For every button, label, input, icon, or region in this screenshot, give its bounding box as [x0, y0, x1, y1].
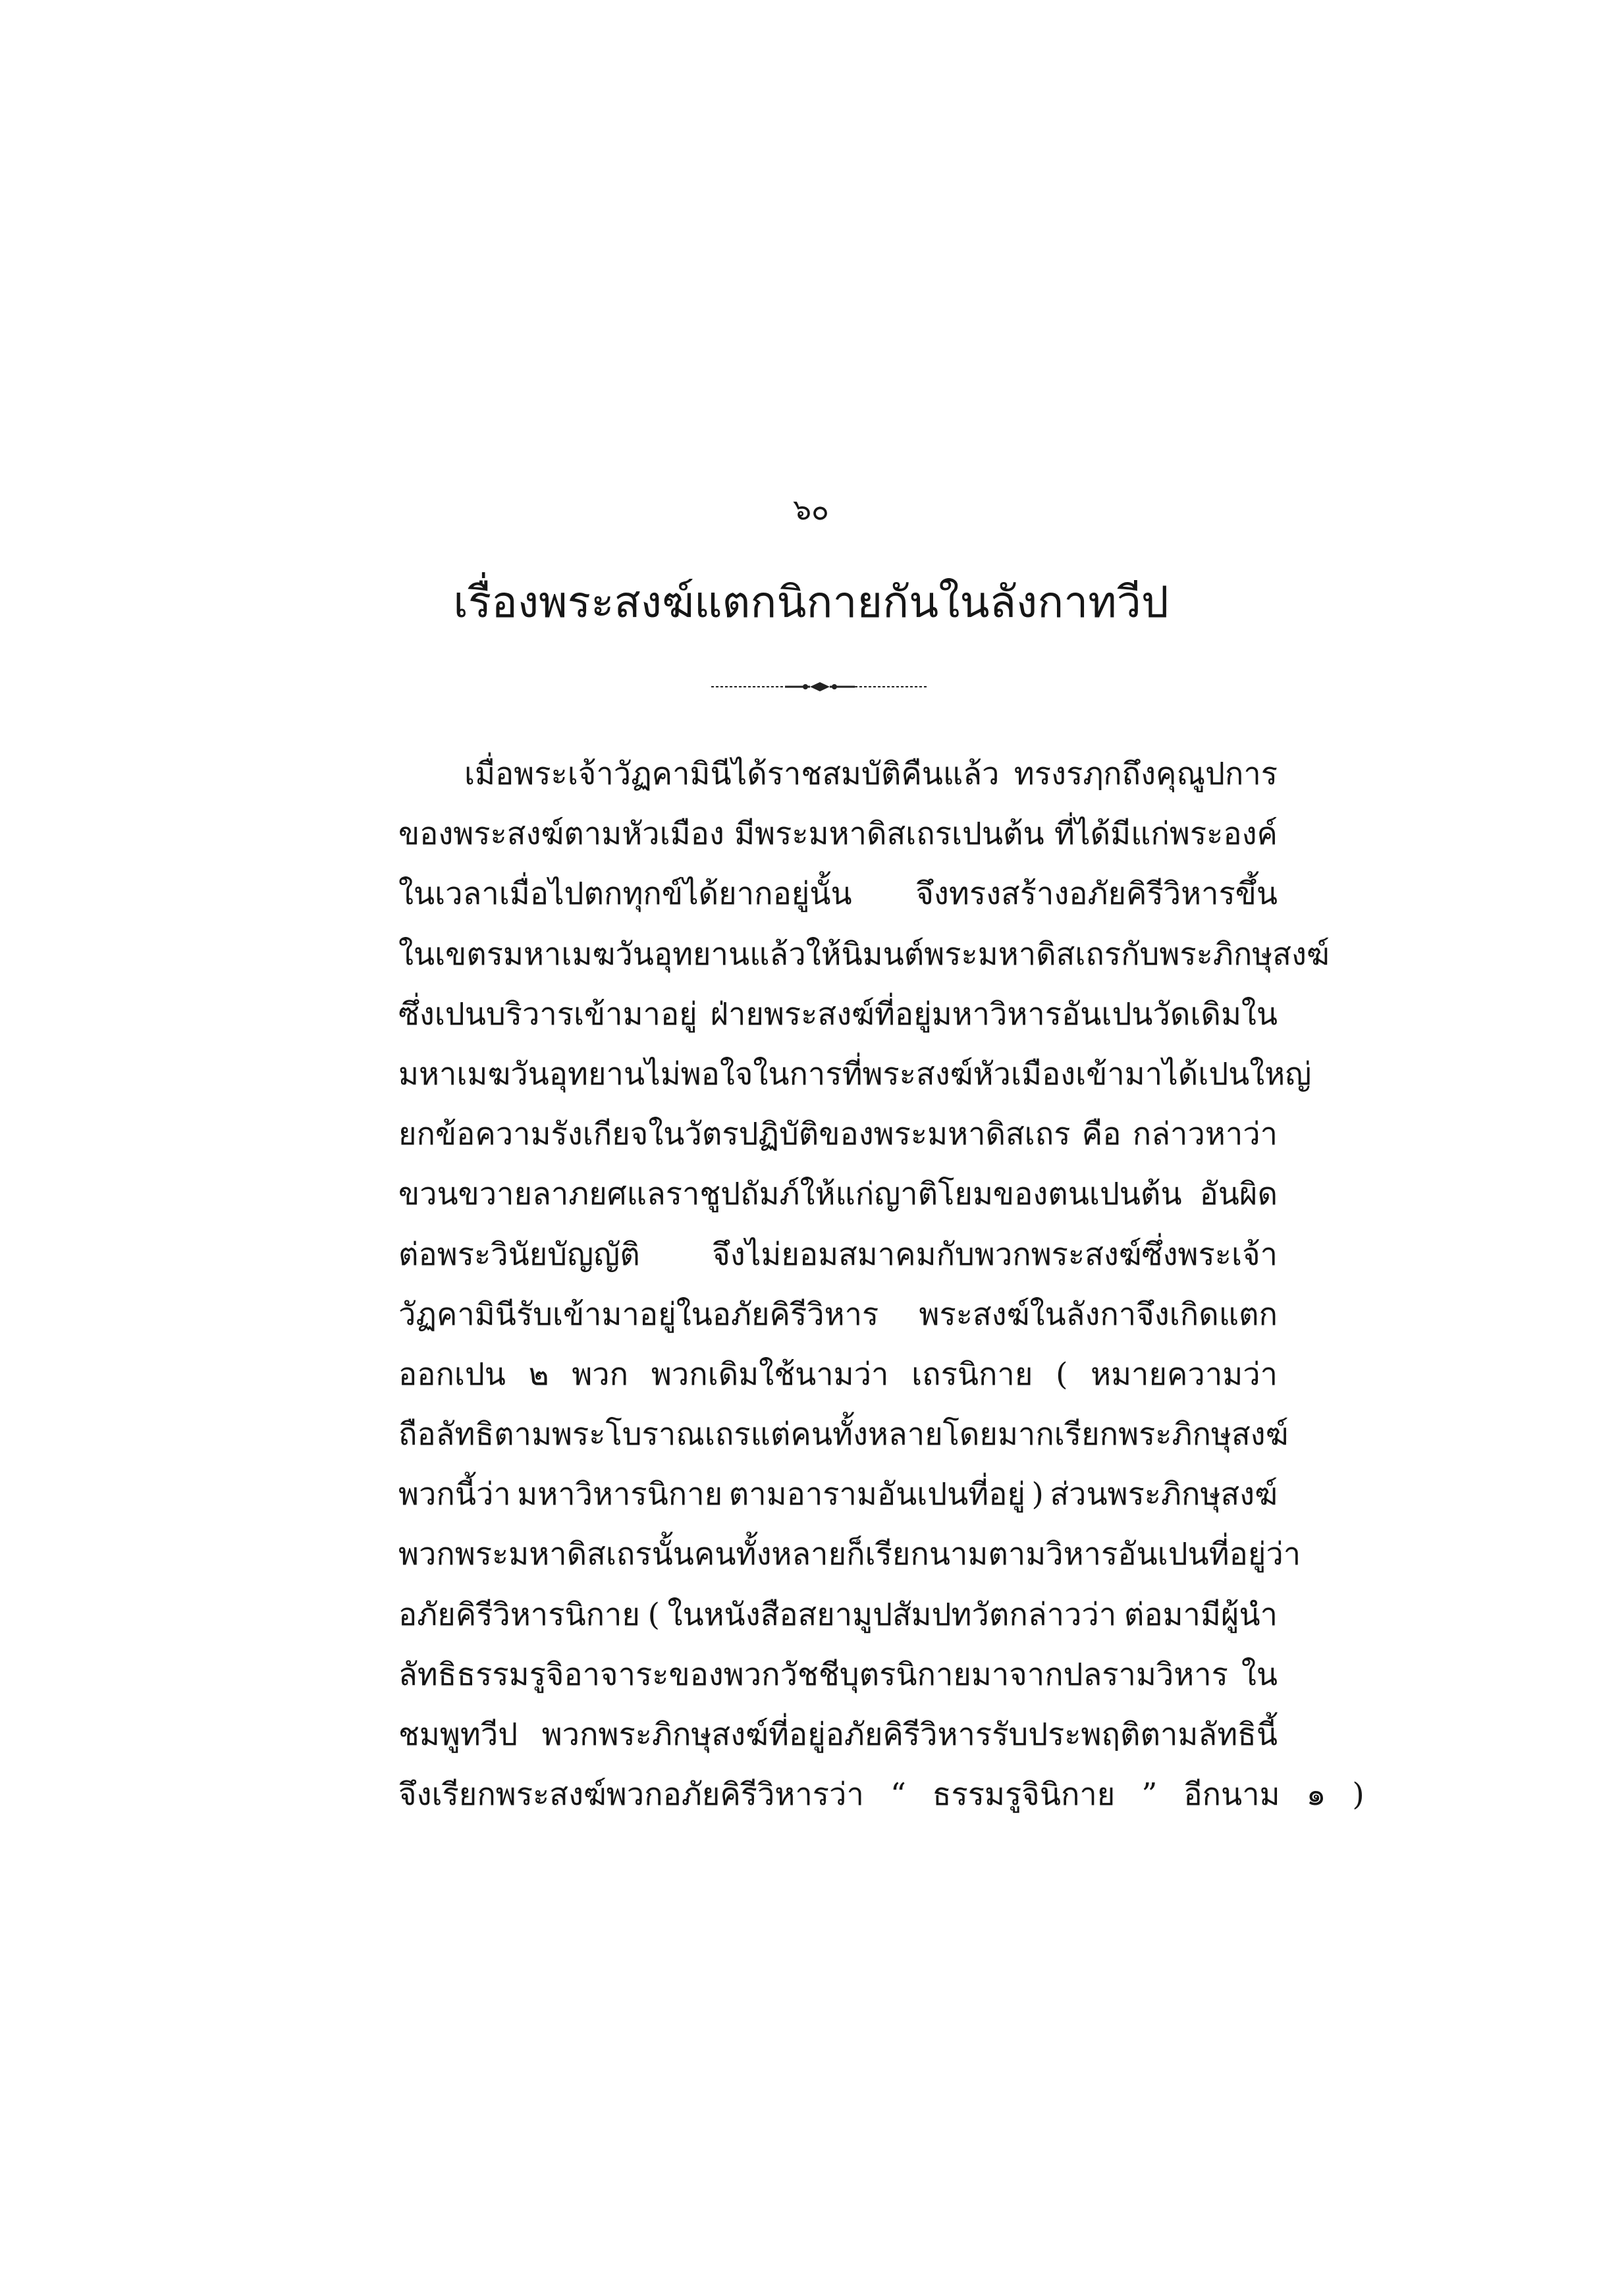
text-word: ทรงรฦกถึงคุณูปการ [1014, 756, 1278, 792]
text-word: ต่อมามีผู้นำ [1123, 1596, 1278, 1633]
text-word: ถือลัทธิตามพระโบราณเถร [398, 1416, 751, 1453]
text-word: ตามอารามอันเปนที่อยู่ [728, 1476, 1025, 1513]
text-line [398, 1285, 1278, 1345]
text-line [398, 1585, 1278, 1645]
text-word: ในเวลาเมื่อไปตกทุกข์ได้ยากอยู่นั้น [398, 876, 852, 913]
text-line [398, 1225, 1278, 1285]
text-word: ๒ [528, 1356, 549, 1393]
text-word: คนทั้งหลายก็เรียกนามตามวิหารอันเปนที่อยู่ว่า [693, 1536, 1301, 1573]
text-word: พวกพระภิกษุสงฆ์ที่อยู่อภัยคิรีวิหารรับประพฤติตามลัทธินี้ [541, 1717, 1278, 1753]
text-line [398, 1345, 1278, 1404]
text-word: ซึ่งเปนบริวารเข้ามาอยู่ [398, 996, 697, 1032]
text-word: ( [1056, 1356, 1068, 1393]
text-word: พระสงฆ์ในลังกาจึงเกิดแตก [919, 1296, 1278, 1333]
text-word: เถรนิกาย [911, 1356, 1033, 1393]
text-word: ( [647, 1596, 660, 1633]
page-number: ๖๐ [793, 493, 829, 527]
text-line [398, 1044, 1312, 1104]
text-line [398, 1464, 1278, 1524]
text-word: ฝ่ายพระสงฆ์ที่อยู่มหาวิหารอันเปนวัดเดิมใน [710, 996, 1278, 1032]
text-line [398, 1404, 1289, 1464]
text-word: เมื่อพระเจ้าวัฏคามินีได้ราชสมบัติคืนแล้ว [464, 756, 1000, 792]
text-line [398, 1104, 1278, 1164]
text-word: อภัยคิรีวิหารนิกาย [398, 1596, 640, 1633]
text-word: อันผิด [1199, 1176, 1278, 1213]
text-line [398, 744, 1278, 804]
text-line [398, 924, 1330, 984]
text-word: มีพระมหาดิสเถรเปนต้น [734, 816, 1044, 853]
text-word: คือ [1081, 1116, 1122, 1153]
text-line [398, 864, 1278, 924]
text-word: ลัทธิธรรมรูจิอาจาระของพวกวัชชีบุตรนิกายมาจากปลรามวิหาร [398, 1656, 1228, 1693]
text-word: จึงทรงสร้างอภัยคิรีวิหารขึ้น [915, 876, 1278, 913]
text-word: ในเขตรมหาเมฆวันอุทยาน [398, 936, 750, 973]
text-word: อีกนาม [1183, 1776, 1280, 1813]
text-word: ๑ [1306, 1776, 1326, 1813]
text-word: ส่วนพระภิกษุสงฆ์ [1050, 1476, 1278, 1513]
text-word: ขวนขวายลาภยศแลราชูปถัมภ์ให้แก่ญาติโยมของตนเปนต้น [398, 1176, 1182, 1213]
text-word: ชมพูทวีป [398, 1717, 518, 1753]
text-line [398, 1645, 1278, 1705]
text-word: ) [1352, 1776, 1365, 1813]
text-word: วัฏคามินีรับเข้ามาอยู่ในอภัยคิรีวิหาร [398, 1296, 879, 1333]
text-word: ของพระสงฆ์ตามหัวเมือง [398, 816, 724, 853]
text-word: พวก [572, 1356, 629, 1393]
text-word: ที่ได้มีแก่พระองค์ [1054, 816, 1278, 853]
text-word: ในหนังสือสยามูปสัมปทวัตกล่าวว่า [667, 1596, 1117, 1633]
chapter-title: เรื่องพระสงฆ์แตกนิกายกันในลังกาทวีป [453, 577, 1169, 627]
title-divider-ornament [711, 677, 929, 697]
text-word: แต่คนทั้งหลายโดยมากเรียกพระภิกษุสงฆ์ [750, 1416, 1289, 1453]
text-word: แล้วให้นิมนต์พระมหาดิสเถรกับพระภิกษุสงฆ์ [749, 936, 1330, 973]
text-line [398, 984, 1278, 1044]
text-word: มหาวิหารนิกาย [517, 1476, 723, 1513]
text-word: ธรรมรูจินิกาย [932, 1776, 1116, 1813]
text-word: พวกพระมหาดิสเถรนั้น [398, 1536, 694, 1573]
text-word: ไม่พอใจในการที่พระสงฆ์หัวเมืองเข้ามาได้เปนใหญ่ [645, 1055, 1312, 1092]
text-word: กล่าวหาว่า [1132, 1116, 1278, 1153]
text-line [398, 1524, 1301, 1584]
text-line [398, 1705, 1278, 1765]
text-word: ใน [1241, 1656, 1278, 1693]
text-word: ” [1141, 1776, 1158, 1813]
text-word: ยกข้อความรังเกียจในวัตรปฏิบัติของพระมหาดิสเถร [398, 1116, 1071, 1153]
text-word: ออกเปน [398, 1356, 506, 1393]
text-line [398, 1164, 1278, 1224]
text-word: หมายความว่า [1091, 1356, 1278, 1393]
text-word: ต่อพระวินัยบัญญัติ [398, 1236, 640, 1273]
text-line [398, 804, 1278, 864]
text-word: ) [1031, 1476, 1044, 1513]
text-word: พวกเดิมใช้นามว่า [651, 1356, 889, 1393]
text-word: จึงเรียกพระสงฆ์พวกอภัยคิรีวิหารว่า [398, 1776, 864, 1813]
text-word: พวกนี้ว่า [398, 1476, 511, 1513]
body-paragraph [398, 744, 1365, 1825]
text-word: “ [890, 1776, 906, 1813]
text-word: มหาเมฆวันอุทยาน [398, 1055, 645, 1092]
text-line [398, 1765, 1365, 1825]
text-word: จึงไม่ยอมสมาคมกับพวกพระสงฆ์ซึ่งพระเจ้า [712, 1236, 1278, 1273]
